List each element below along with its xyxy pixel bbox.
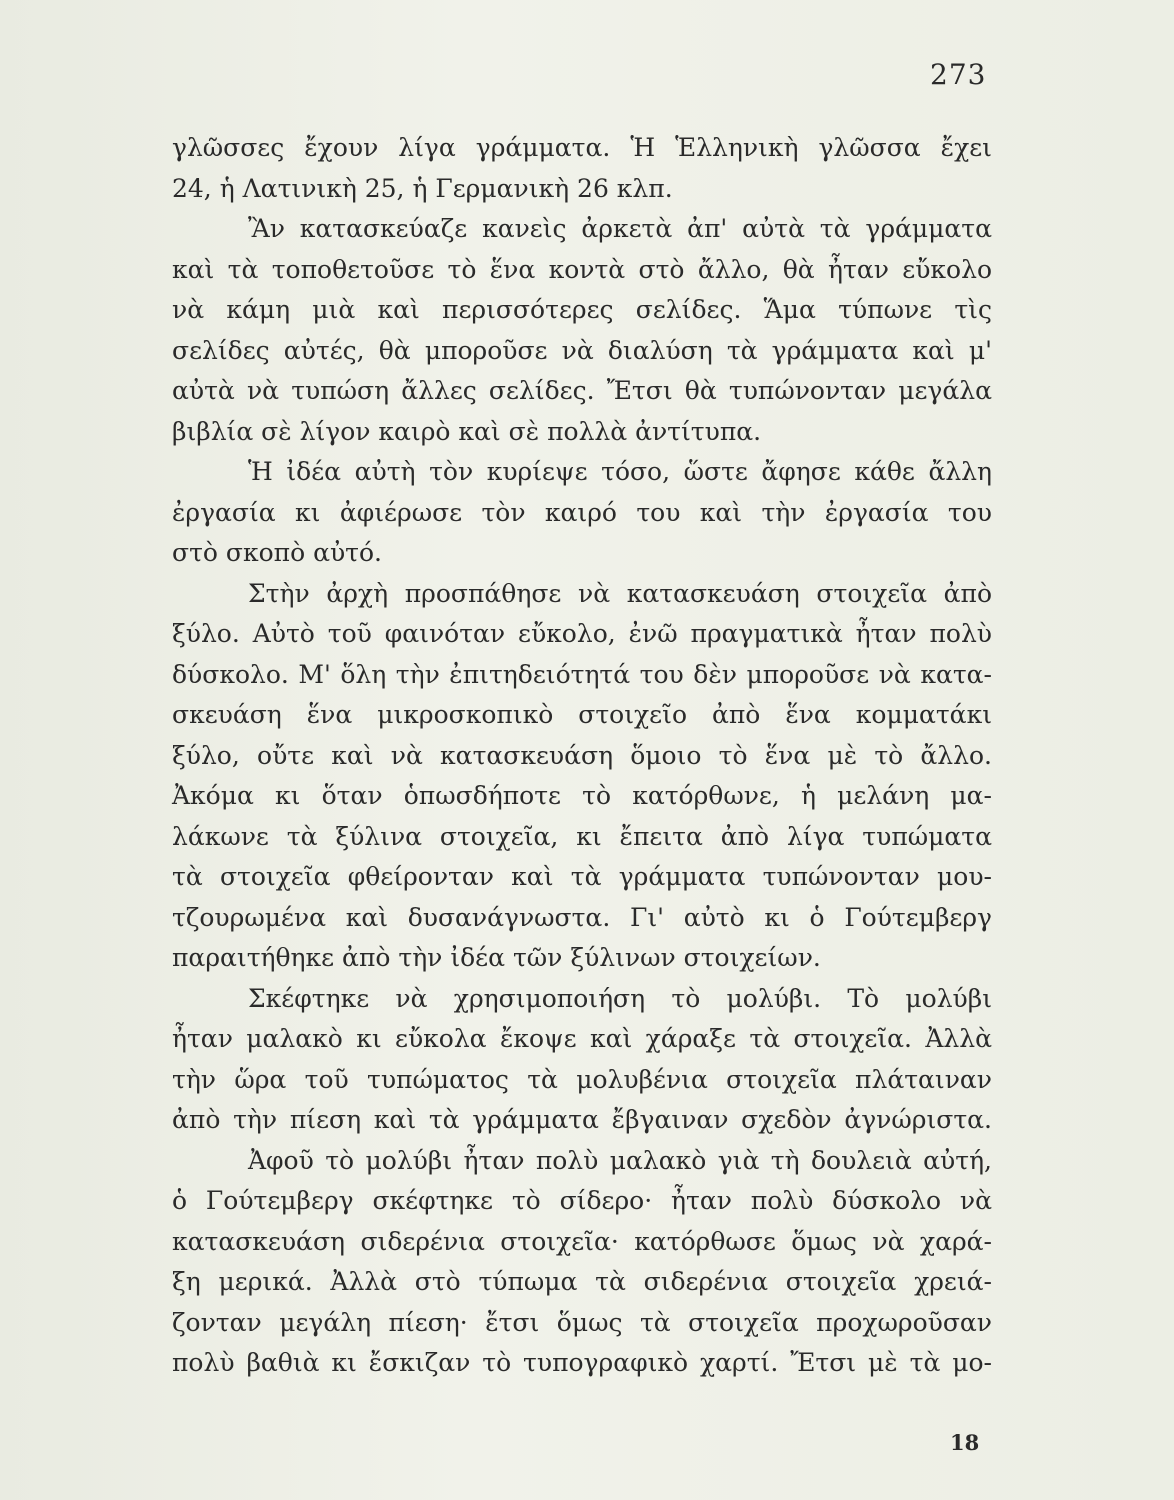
text-line: ἐργασία κι ἀφιέρωσε τὸν καιρό του καὶ τὴν ἐργασία του — [172, 497, 992, 527]
text-line: ζονταν μεγάλη πίεση· ἔτσι ὅμως τὰ στοιχεῖα προχωροῦσαν — [172, 1307, 992, 1337]
text-line: ὁ Γούτεμβεργ σκέφτηκε τὸ σίδερο· ἦταν πολὺ δύσκολο νὰ — [172, 1186, 992, 1215]
text-line: νὰ κάμη μιὰ καὶ περισσότερες σελίδες. Ἅμα τύπωνε τὶς — [172, 295, 992, 324]
text-line: ξη μερικά. Ἀλλὰ στὸ τύπωμα τὰ σιδερένια στοιχεῖα χρειά- — [172, 1267, 992, 1296]
text-line: ξύλο, οὔτε καὶ νὰ κατασκευάση ὅμοιο τὸ ἕνα μὲ τὸ ἄλλο. — [172, 740, 992, 770]
text-line: πολὺ βαθιὰ κι ἔσκιζαν τὸ τυπογραφικὸ χαρτί. Ἔτσι μὲ τὰ μο- — [172, 1348, 992, 1377]
text-line: Ἂν κατασκεύαζε κανεὶς ἀρκετὰ ἀπ' αὐτὰ τὰ γράμματα — [248, 214, 992, 243]
text-line: λάκωνε τὰ ξύλινα στοιχεῖα, κι ἔπειτα ἀπὸ λίγα τυπώματα — [172, 821, 992, 851]
text-line: αὐτὰ νὰ τυπώση ἄλλες σελίδες. Ἔτσι θὰ τυπώνονταν μεγάλα — [172, 376, 992, 405]
text-line: ἦταν μαλακὸ κι εὔκολα ἔκοψε καὶ χάραξε τὰ στοιχεῖα. Ἀλλὰ — [172, 1024, 992, 1053]
text-line: Στὴν ἀρχὴ προσπάθησε νὰ κατασκευάση στοιχεῖα ἀπὸ — [248, 578, 992, 608]
text-line: τὴν ὥρα τοῦ τυπώματος τὰ μολυβένια στοιχεῖα πλάταιναν — [172, 1064, 992, 1094]
body-text — [172, 128, 992, 1384]
text-line: 24, ἡ Λατινικὴ 25, ἡ Γερμανικὴ 26 κλπ. — [172, 173, 673, 203]
text-line: ξύλο. Αὐτὸ τοῦ φαινόταν εὔκολο, ἐνῶ πραγματικὰ ἦταν πολὺ — [172, 619, 992, 648]
text-line: τζουρωμένα καὶ δυσανάγνωστα. Γι' αὐτὸ κι ὁ Γούτεμβεργ — [172, 902, 992, 932]
text-line: σκευάση ἕνα μικροσκοπικὸ στοιχεῖο ἀπὸ ἕνα κομματάκι — [172, 700, 992, 729]
text-line: δύσκολο. Μ' ὅλη τὴν ἐπιτηδειότητά του δὲν μποροῦσε νὰ κατα- — [172, 659, 992, 689]
text-line: Ἀκόμα κι ὅταν ὁπωσδήποτε τὸ κατόρθωνε, ἡ μελάνη μα- — [172, 781, 992, 810]
page-number: 273 — [930, 58, 987, 91]
text-line: τὰ στοιχεῖα φθείρονταν καὶ τὰ γράμματα τυπώνονταν μου- — [172, 862, 992, 891]
text-line: Ἀφοῦ τὸ μολύβι ἦταν πολὺ μαλακὸ γιὰ τὴ δουλειὰ αὐτή, — [248, 1145, 992, 1175]
text-line: παραιτήθηκε ἀπὸ τὴν ἰδέα τῶν ξύλινων στοιχείων. — [172, 943, 821, 972]
text-line: Ἡ ἰδέα αὐτὴ τὸν κυρίεψε τόσο, ὥστε ἄφησε κάθε ἄλλη — [248, 457, 992, 486]
text-line: στὸ σκοπὸ αὐτό. — [172, 538, 382, 567]
text-line: κατασκευάση σιδερένια στοιχεῖα· κατόρθωσε ὅμως νὰ χαρά- — [172, 1226, 992, 1256]
text-line: βιβλία σὲ λίγον καιρὸ καὶ σὲ πολλὰ ἀντίτυπα. — [172, 416, 762, 446]
text-line: Σκέφτηκε νὰ χρησιμοποιήση τὸ μολύβι. Τὸ μολύβι — [248, 983, 992, 1013]
signature-mark: 18 — [950, 1430, 980, 1455]
text-line: γλῶσσες ἔχουν λίγα γράμματα. Ἡ Ἑλληνικὴ γλῶσσα ἔχει — [172, 133, 992, 162]
text-line: καὶ τὰ τοποθετοῦσε τὸ ἕνα κοντὰ στὸ ἄλλο, θὰ ἦταν εὔκολο — [172, 254, 992, 284]
text-line: σελίδες αὐτές, θὰ μποροῦσε νὰ διαλύση τὰ γράμματα καὶ μ' — [172, 335, 992, 365]
text-line: ἀπὸ τὴν πίεση καὶ τὰ γράμματα ἔβγαιναν σχεδὸν ἀγνώριστα. — [172, 1105, 992, 1134]
